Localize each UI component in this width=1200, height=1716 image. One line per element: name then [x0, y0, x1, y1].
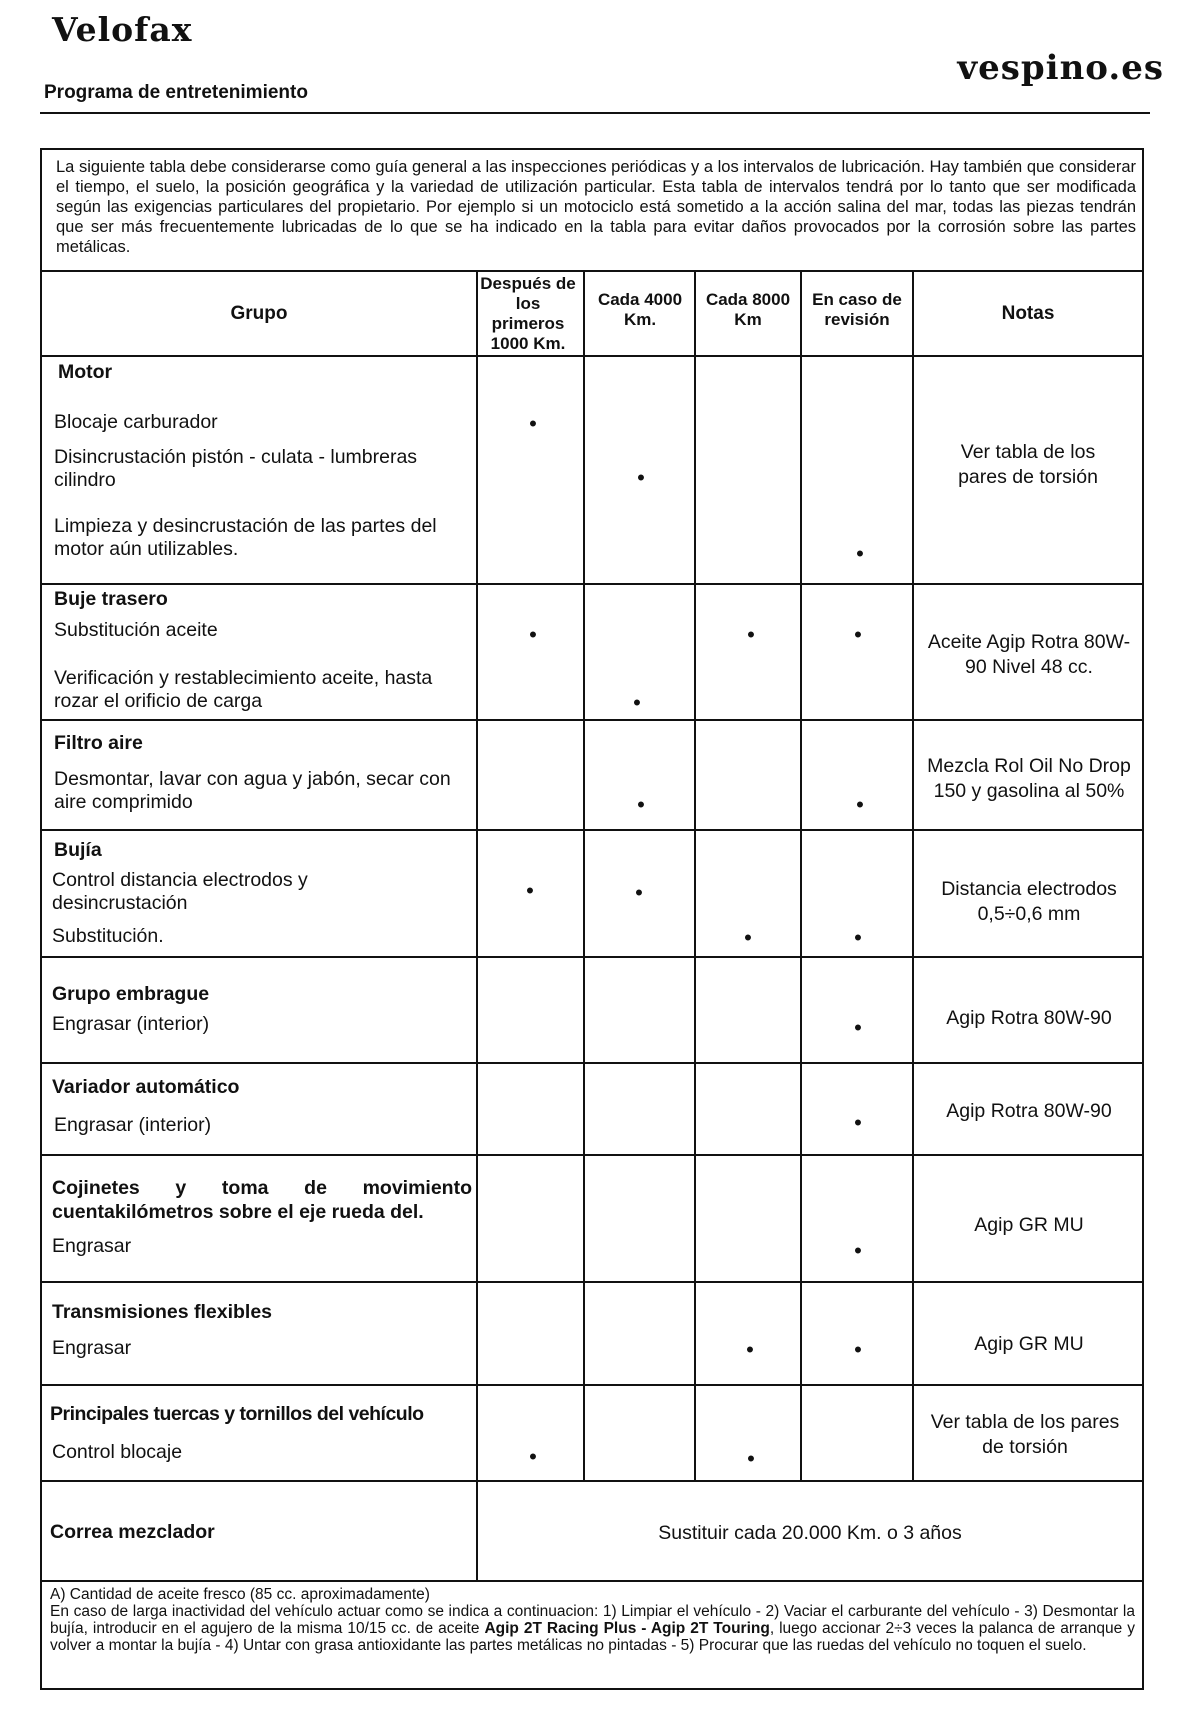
- item-blocaje-carburador: Blocaje carburador: [54, 411, 218, 433]
- check-dot: •: [747, 622, 755, 647]
- row-divider: [40, 1580, 1144, 1582]
- item-engrasar-variador: Engrasar (interior): [54, 1114, 212, 1136]
- section-title-transmisiones: Transmisiones flexibles: [52, 1301, 273, 1323]
- item-desmontar-filtro: Desmontar, lavar con agua y jabón, secar con aire comprimido: [54, 768, 451, 813]
- note-correa: Sustituir cada 20.000 Km. o 3 años: [658, 1521, 962, 1544]
- note-filtro: Mezcla Rol Oil No Drop 150 y gasolina al 50%: [927, 755, 1131, 802]
- section-title-embrague: Grupo embrague: [52, 983, 210, 1005]
- section-title-tuercas: Principales tuercas y tornillos del vehículo: [50, 1403, 424, 1425]
- row-divider: [40, 355, 1144, 357]
- column-divider: [476, 270, 478, 1580]
- row-divider: [40, 1480, 1144, 1482]
- check-dot: •: [746, 1337, 754, 1362]
- section-title-bujia: Bujía: [54, 839, 102, 861]
- column-divider: [583, 270, 585, 1480]
- check-dot: •: [856, 792, 864, 817]
- check-dot: •: [744, 925, 752, 950]
- check-dot: •: [529, 411, 537, 436]
- section-title-correa: Correa mezclador: [50, 1521, 215, 1543]
- column-divider: [800, 270, 802, 1480]
- check-dot: •: [854, 1337, 862, 1362]
- check-dot: •: [747, 1446, 755, 1471]
- item-substitucion-bujia: Substitución.: [52, 925, 164, 947]
- check-dot: •: [529, 1444, 537, 1469]
- row-divider: [40, 1384, 1144, 1386]
- check-dot: •: [854, 1238, 862, 1263]
- footnote-text: En caso de larga inactividad del vehículo actuar como se indica a continuacion: 1) Limpiar el vehículo - 2) Vaciar el carburante del vehículo - 3) Desmontar la bujía, introducir en el agujero de la misma 10/15 cc. de aceite: [50, 1603, 1135, 1637]
- check-dot: •: [854, 1015, 862, 1040]
- note-embrague: Agip Rotra 80W-90: [946, 1006, 1112, 1029]
- row-divider: [40, 1062, 1144, 1064]
- footnote-line-a: A) Cantidad de aceite fresco (85 cc. aproximadamente): [50, 1586, 430, 1603]
- brand-logo: Velofax: [52, 10, 193, 49]
- column-header-revision: En caso de revisión: [812, 290, 902, 329]
- row-divider: [40, 1154, 1144, 1156]
- item-verificacion-aceite: Verificación y restablecimiento aceite, hasta rozar el orificio de carga: [54, 667, 433, 712]
- column-header-4000: Cada 4000 Km.: [597, 290, 683, 329]
- section-title-filtro: Filtro aire: [54, 732, 143, 754]
- section-title-variador: Variador automático: [52, 1076, 240, 1098]
- note-motor: Ver tabla de los pares de torsión: [958, 441, 1098, 488]
- footnote-body: [50, 1603, 1135, 1654]
- section-title-cojinetes: Cojinetes y toma de movimiento cuentakilómetros sobre el eje rueda del.: [52, 1177, 472, 1223]
- column-header-primeros: Después de los primeros 1000 Km.: [480, 273, 576, 353]
- item-engrasar-transmisiones: Engrasar: [52, 1337, 132, 1359]
- check-dot: •: [856, 541, 864, 566]
- note-buje: Aceite Agip Rotra 80W-90 Nivel 48 cc.: [927, 631, 1131, 678]
- check-dot: •: [529, 622, 537, 647]
- footnote: [50, 1586, 1135, 1654]
- check-dot: •: [633, 690, 641, 715]
- item-engrasar-cojinetes: Engrasar: [52, 1235, 132, 1257]
- note-variador: Agip Rotra 80W-90: [946, 1099, 1112, 1122]
- note-tuercas: Ver tabla de los pares de torsión: [930, 1411, 1120, 1458]
- footnote-tail: , luego accionar 2÷3 veces la palanca de arranque y volver a montar la bujía - 4) Untar con grasa antioxidante las partes metálicas no pintadas - 5) Procurar que las ruedas del vehículo no toquen el suelo.: [50, 1620, 1136, 1654]
- check-dot: •: [635, 880, 643, 905]
- column-header-8000: Cada 8000 Km: [705, 290, 791, 329]
- check-dot: •: [637, 465, 645, 490]
- note-cojinetes: Agip GR MU: [974, 1213, 1084, 1236]
- column-divider: [912, 270, 914, 1480]
- note-bujia: Distancia electrodos 0,5÷0,6 mm: [941, 878, 1117, 925]
- check-dot: •: [854, 925, 862, 950]
- section-title-motor: Motor: [58, 361, 113, 383]
- page-title: Programa de entretenimiento: [44, 82, 308, 103]
- check-dot: •: [637, 792, 645, 817]
- note-transmisiones: Agip GR MU: [974, 1332, 1084, 1355]
- row-divider: [40, 1281, 1144, 1283]
- column-header-notas: Notas: [1001, 302, 1055, 324]
- row-divider: [40, 829, 1144, 831]
- item-control-electrodos: Control distancia electrodos y desincrustación: [52, 869, 308, 914]
- column-header-grupo: Grupo: [230, 302, 288, 324]
- item-substitucion-aceite: Substitución aceite: [54, 619, 218, 641]
- item-engrasar-embrague: Engrasar (interior): [52, 1013, 210, 1035]
- row-divider: [40, 719, 1144, 721]
- section-title-buje: Buje trasero: [54, 588, 168, 610]
- footnote-oil: Agip 2T Racing Plus - Agip 2T Touring: [484, 1620, 770, 1637]
- header-divider: [40, 112, 1150, 114]
- site-name: vespino.es: [957, 48, 1164, 88]
- column-divider: [694, 270, 696, 1480]
- check-dot: •: [526, 878, 534, 903]
- item-disincrustacion: Disincrustación pistón - culata - lumbreras cilindro: [54, 446, 418, 491]
- check-dot: •: [854, 1110, 862, 1135]
- row-divider: [40, 956, 1144, 958]
- item-limpieza-motor: Limpieza y desincrustación de las partes del motor aún utilizables.: [54, 515, 437, 560]
- item-control-blocaje: Control blocaje: [52, 1441, 183, 1463]
- check-dot: •: [854, 622, 862, 647]
- intro-text: La siguiente tabla debe considerarse como guía general a las inspecciones periódicas y a los intervalos de lubricación. Hay también que considerar el tiempo, el suelo, la posición geográfica y la variedad de utilización particular. Esta tabla de intervalos tendrá por lo tanto que ser modificada según las exigencias particulares del propietario. Por ejemplo si un motociclo está sometido a la acción salina del mar, todas las piezas tendrán que ser más frecuentemente lubricadas de lo que se ha indicado en la tabla para evitar daños provocados por la corrosión sobre las partes metálicas.: [56, 158, 1136, 256]
- row-divider: [40, 583, 1144, 585]
